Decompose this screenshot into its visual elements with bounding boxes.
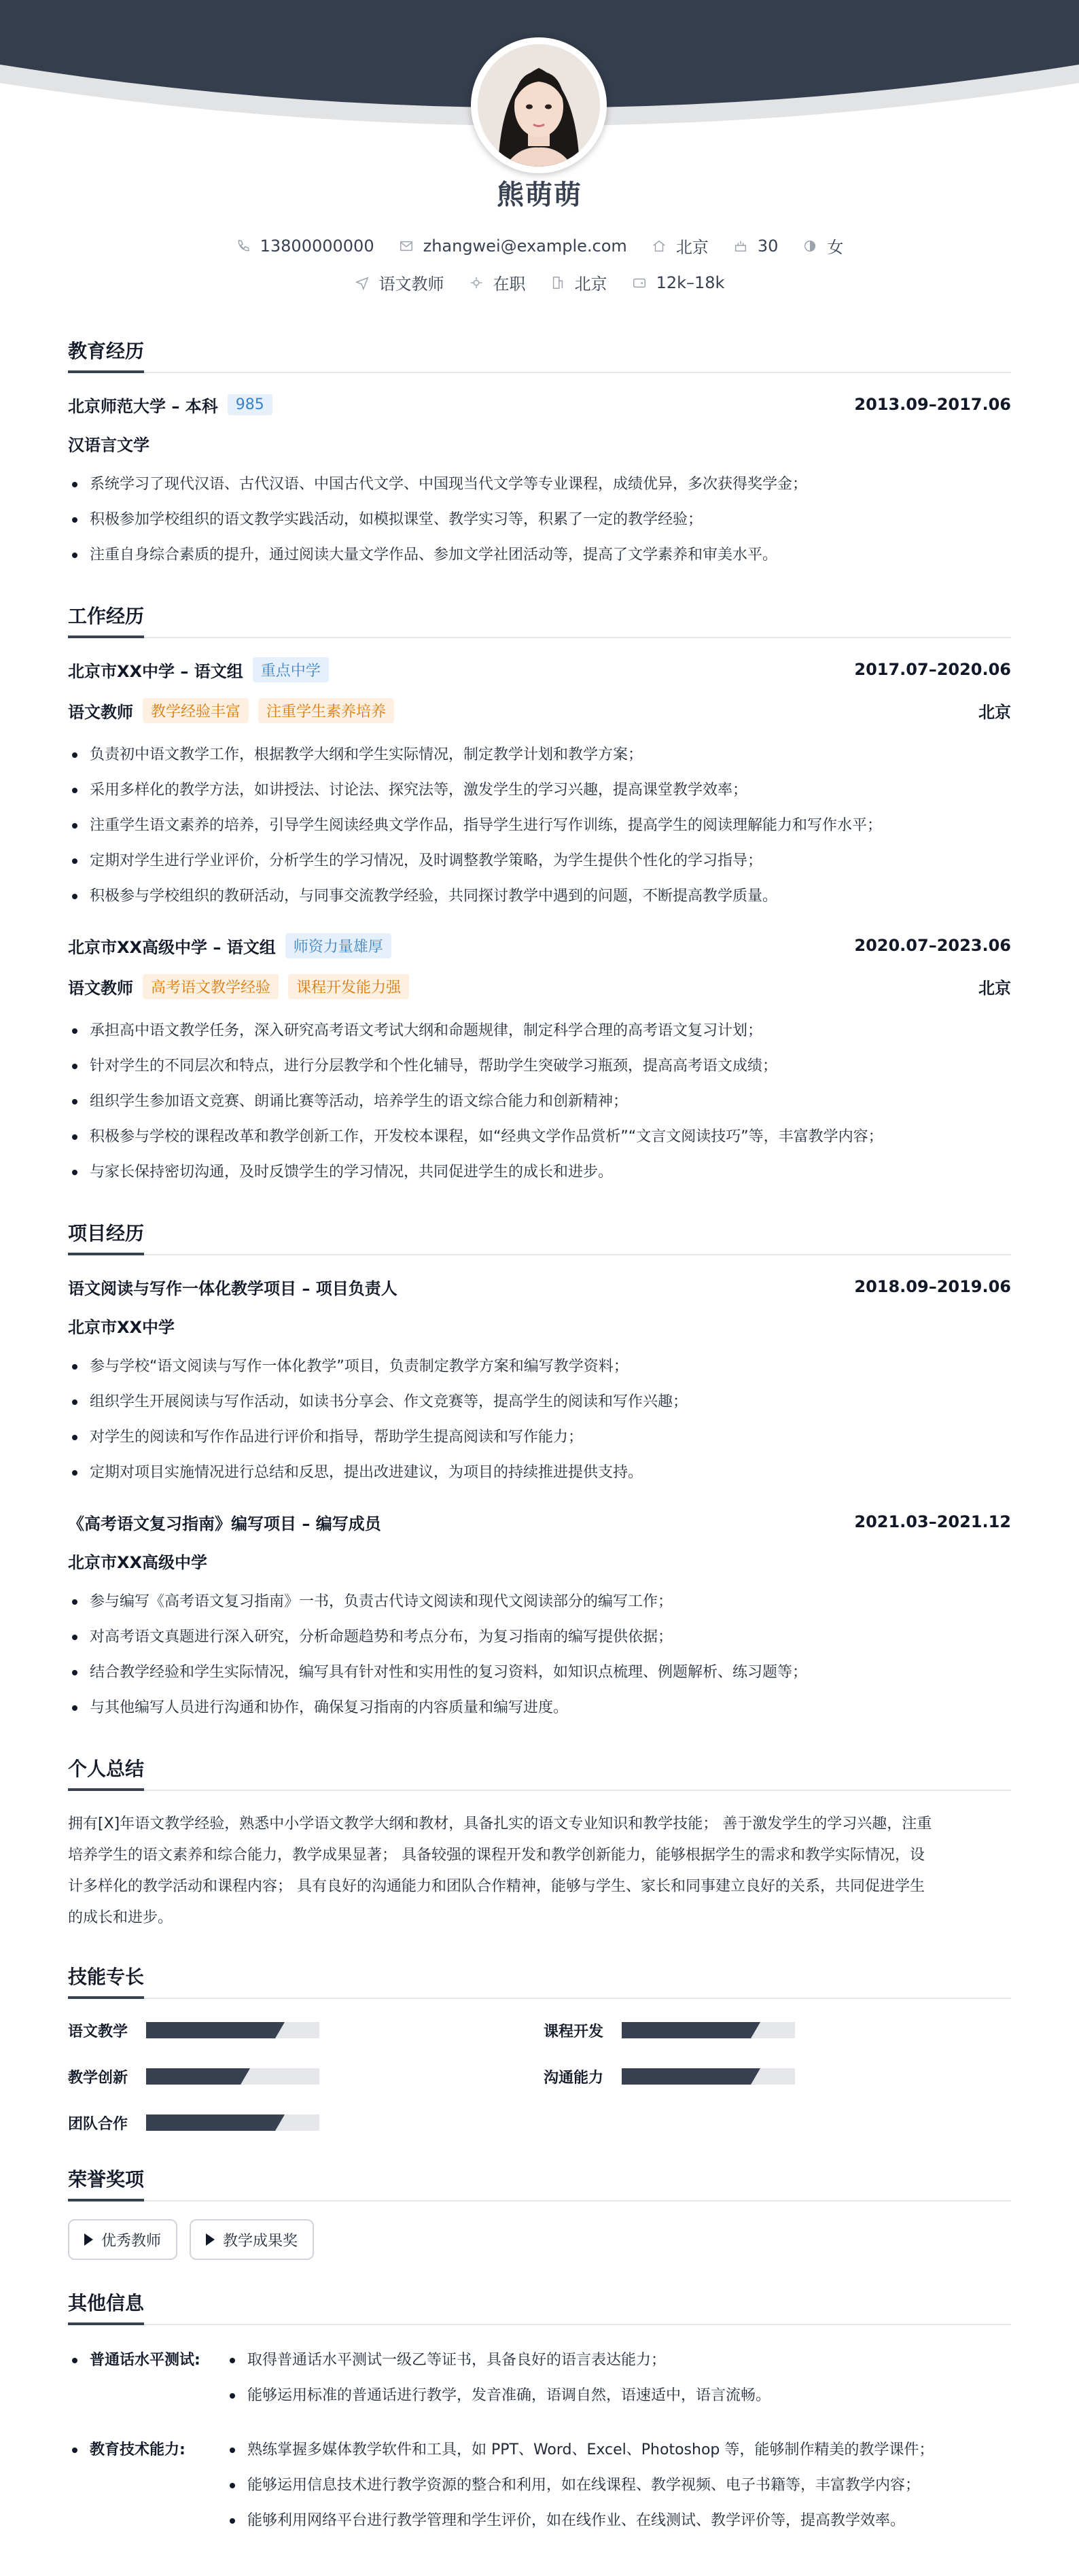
list-item: 与家长保持密切沟通，及时反馈学生的学习情况，共同促进学生的成长和进步。 [68,1155,1011,1190]
work-row [68,932,1011,959]
project-date: 2021.03–2021.12 [854,1512,1011,1531]
job-salary [632,271,725,294]
other-item [68,2433,1011,2539]
summary-line: 的成长和进步。 [68,1909,173,1926]
other-values [226,2343,771,2414]
list-item: 针对学生的不同层次和特点，进行分层教学和个性化辅导，帮助学生突破学习瓶颈，提高高考语文成绩； [68,1049,1011,1084]
award-label: 优秀教师 [101,2232,162,2250]
list-item: 能够利用网络平台进行教学管理和学生评价，如在线作业、在线测试、教学评价等，提高教学效率。 [226,2503,934,2539]
award-badge [68,2219,177,2260]
skill-name: 教学创新 [68,2069,128,2087]
section-title: 荣誉奖项 [68,2165,144,2201]
skill-bar [622,2068,795,2085]
wallet-icon [632,275,647,290]
mail-icon [399,239,414,254]
list-item: 与其他编写人员进行沟通和协作，确保复习指南的内容质量和编写进度。 [68,1690,1011,1726]
skill-item [544,2017,951,2044]
role-row [68,973,1011,1000]
contact-age [733,234,779,258]
section-title: 其他信息 [68,2288,144,2325]
project-org: 北京市XX高级中学 [68,1553,208,1572]
school-name: 北京师范大学 – 本科 [68,396,218,416]
summary-line: 培养学生的语文素养和综合能力，教学成果显著； 具备较强的课程开发和教学创新能力，能够根据学生的需求和教学实际情况，设 [68,1847,925,1864]
project-bullets [68,1349,1011,1491]
work-row [68,656,1011,683]
skill-fill [146,2114,285,2131]
project-row [68,1508,1011,1535]
awards-list [68,2219,1011,2260]
role-row [68,697,1011,724]
summary-line: 计多样化的教学活动和课程内容； 具有良好的沟通能力和团队合作精神，能够与学生、家长和同事建立良好的关系，共同促进学生 [68,1878,925,1895]
phone-text: 13800000000 [260,236,374,256]
skill-fill [622,2022,760,2038]
status-icon [469,275,484,290]
skill-name: 沟通能力 [544,2069,604,2087]
position-text: 语文教师 [378,275,444,294]
list-item: 结合教学经验和学生实际情况，编写具有针对性和实用性的复习资料，如知识点梳理、例题解析、练习题等； [68,1655,1011,1690]
list-item: 组织学生参加语文竞赛、朗诵比赛等活动，培养学生的语文综合能力和创新精神； [68,1084,1011,1119]
other-key: 普通话水平测试: [68,2343,226,2414]
list-item: 定期对项目实施情况进行总结和反思，提出改进建议，为项目的持续推进提供支持。 [68,1455,1011,1491]
list-item: 注重学生语文素养的培养，引导学生阅读经典文学作品，指导学生进行写作训练，提高学生的阅读理解能力和写作水平； [68,808,1011,843]
role-name: 语文教师 [68,702,133,722]
job-city [550,271,607,294]
city-text: 北京 [675,238,709,257]
honors-section [68,2165,1011,2260]
job-status [469,271,526,294]
list-item: 参与编写《高考语文复习指南》一书，负责古代诗文阅读和现代文阅读部分的编写工作； [68,1584,1011,1620]
skill-name: 团队合作 [68,2115,128,2133]
contact-city [652,234,709,258]
list-item: 负责初中语文教学工作，根据教学大纲和学生实际情况，制定教学计划和教学方案； [68,737,1011,773]
award-label: 教学成果奖 [223,2232,298,2250]
section-title: 教育经历 [68,336,144,373]
avatar-photo [478,44,600,167]
list-item: 对学生的阅读和写作作品进行评价和指导，帮助学生提高阅读和写作能力； [68,1420,1011,1455]
project-name: 《高考语文复习指南》编写项目 – 编写成员 [68,1514,381,1533]
send-icon [355,275,370,290]
project-bullets [68,1584,1011,1726]
work-date: 2020.07–2023.06 [854,936,1011,955]
school-tag: 985 [228,394,272,415]
section-title: 项目经历 [68,1219,144,1255]
role-tag: 高考语文教学经验 [143,974,279,999]
salary-text: 12k–18k [656,273,725,292]
skill-item [544,2063,951,2090]
skill-fill [622,2068,760,2085]
list-item: 对高考语文真题进行深入研究，分析命题趋势和考点分布，为复习指南的编写提供依据； [68,1620,1011,1655]
resume-body [68,336,1011,2566]
company-tag: 重点中学 [253,657,329,682]
list-item: 采用多样化的教学方法，如讲授法、讨论法、探究法等，激发学生的学习兴趣，提高课堂教学效率； [68,773,1011,808]
list-item: 能够运用信息技术进行教学资源的整合和利用，如在线课程、教学视频、电子书籍等，丰富教学内容； [226,2468,934,2503]
role-tag: 课程开发能力强 [288,974,409,999]
list-item: 取得普通话水平测试一级乙等证书，具备良好的语言表达能力； [226,2343,771,2378]
contact-gender [802,234,843,258]
skill-name: 语文教学 [68,2023,128,2040]
skills-section [68,1962,1011,2136]
list-item: 注重自身综合素质的提升，通过阅读大量文学作品、参加文学社团活动等，提高了文学素养和审美水平。 [68,538,1011,573]
list-item: 参与学校“语文阅读与写作一体化教学”项目，负责制定教学方案和编写教学资料； [68,1349,1011,1385]
work-section [68,602,1011,1190]
work-bullets [68,737,1011,914]
list-item: 系统学习了现代汉语、古代汉语、中国古代文学、中国现当代文学等专业课程，成绩优异，多次获得奖学金； [68,467,1011,502]
building-icon [550,275,565,290]
project-date: 2018.09–2019.06 [854,1277,1011,1296]
candidate-name: 熊萌萌 [497,179,582,211]
skill-item [68,2109,544,2136]
gender-text: 女 [827,238,844,257]
job-row [0,271,1079,294]
project-org: 北京市XX中学 [68,1318,175,1337]
major: 汉语言文学 [68,436,149,455]
project-name: 语文阅读与写作一体化教学项目 – 项目负责人 [68,1278,397,1298]
other-key: 教育技术能力: [68,2433,226,2539]
home-icon [652,239,667,254]
skill-bar [622,2022,795,2038]
gender-icon [802,239,817,254]
other-section [68,2288,1011,2539]
summary-line: 拥有[X]年语文教学经验，熟悉中小学语文教学大纲和教材，具备扎实的语文专业知识和教学技能； 善于激发学生的学习兴趣，注重 [68,1815,932,1832]
work-bullets [68,1013,1011,1190]
contact-row [0,234,1079,258]
section-title: 个人总结 [68,1754,144,1791]
phone-icon [236,239,251,254]
skill-fill [146,2022,285,2038]
skill-item [68,2017,544,2044]
work-date: 2017.07–2020.06 [854,660,1011,679]
role-name: 语文教师 [68,978,133,998]
section-title: 技能专长 [68,1962,144,1999]
list-item: 积极参加学校组织的语文教学实践活动，如模拟课堂、教学实习等，积累了一定的教学经验； [68,502,1011,538]
role-tag: 注重学生素养培养 [258,698,394,723]
skill-bar [146,2022,319,2038]
other-item [68,2343,1011,2414]
role-tag: 教学经验丰富 [143,698,249,723]
avatar [471,37,607,173]
award-badge [190,2219,314,2260]
list-item: 定期对学生进行学业评价，分析学生的学习情况，及时调整教学策略，为学生提供个性化的学习指导； [68,843,1011,879]
summary-section [68,1754,1011,1934]
skill-item [68,2063,544,2090]
contact-email [399,234,627,258]
summary-text [68,1809,1011,1934]
education-section [68,336,1011,573]
list-item: 组织学生开展阅读与写作活动，如读书分享会、作文竞赛等，提高学生的阅读和写作兴趣； [68,1385,1011,1420]
company-tag: 师资力量雄厚 [285,933,391,958]
email-text: zhangwei@example.com [423,236,627,256]
contact-phone [236,234,374,258]
work-city: 北京 [978,702,1011,722]
list-item: 积极参与学校的课程改革和教学创新工作，开发校本课程，如“经典文学作品赏析”“文言文阅读技巧”等，丰富教学内容； [68,1119,1011,1155]
education-date: 2013.09–2017.06 [854,395,1011,414]
skill-fill [146,2068,250,2085]
cake-icon [733,239,748,254]
skill-name: 课程开发 [544,2023,604,2040]
job-position [355,271,444,294]
list-item: 熟练掌握多媒体教学软件和工具，如 PPT、Word、Excel、Photoshop 等，能够制作精美的教学课件； [226,2433,934,2468]
play-icon [206,2233,215,2246]
work-city: 北京 [978,978,1011,998]
skill-bar [146,2068,319,2085]
education-bullets [68,467,1011,573]
list-item: 能够运用标准的普通话进行教学，发音准确，语调自然，语速适中，语言流畅。 [226,2378,771,2414]
list-item: 承担高中语文教学任务，深入研究高考语文考试大纲和命题规律，制定科学合理的高考语文复习计划； [68,1013,1011,1049]
job-city-text: 北京 [574,275,607,294]
section-title: 工作经历 [68,602,144,638]
play-icon [84,2233,93,2246]
skill-bar [146,2114,319,2131]
status-text: 在职 [493,275,526,294]
projects-section [68,1219,1011,1726]
other-values [226,2433,934,2539]
skills-grid [68,2017,1011,2136]
list-item: 积极参与学校组织的教研活动，与同事交流教学经验，共同探讨教学中遇到的问题，不断提高教学质量。 [68,879,1011,914]
company-name: 北京市XX高级中学 – 语文组 [68,937,276,957]
education-row [68,391,1011,418]
company-name: 北京市XX中学 – 语文组 [68,661,243,681]
age-text: 30 [757,236,779,256]
project-row [68,1273,1011,1300]
